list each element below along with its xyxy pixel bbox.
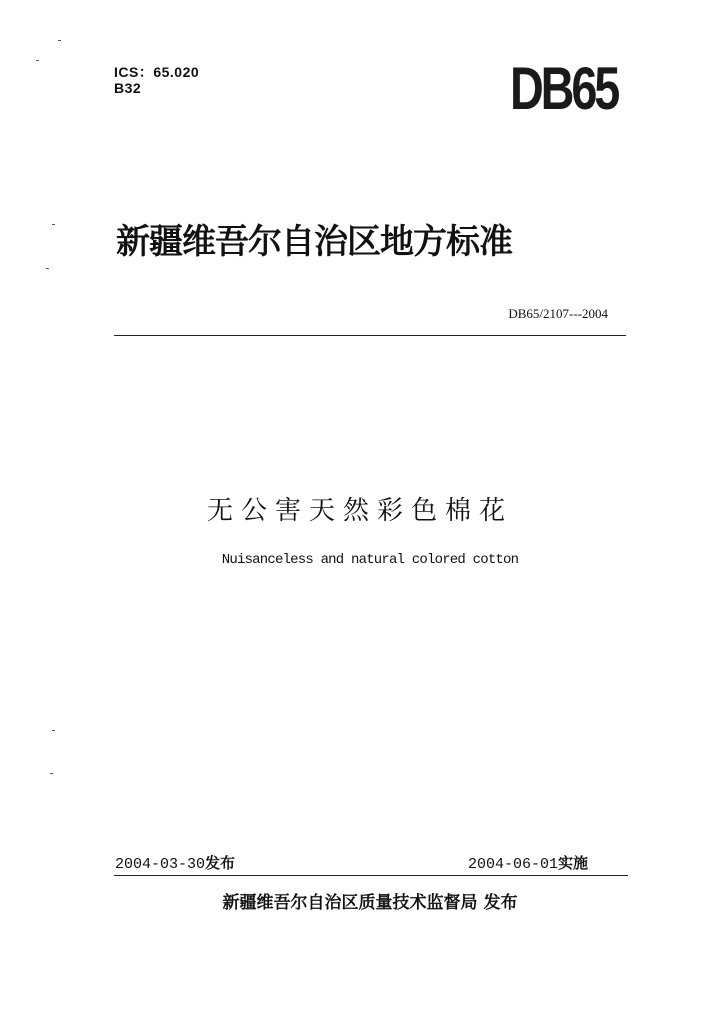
issue-date-block <box>115 852 235 873</box>
effective-date: 2004-06-01 <box>468 856 559 873</box>
issuing-authority: 新疆维吾尔自治区质量技术监督局 发布 <box>222 893 518 913</box>
ics-code-block <box>114 64 199 96</box>
standard-category-title: 新疆维吾尔自治区地方标准 <box>116 222 512 262</box>
scan-speck <box>36 60 39 61</box>
document-subtitle: Nuisanceless and natural colored cotton <box>221 552 519 568</box>
scan-speck <box>50 773 53 774</box>
issue-date: 2004-03-30 <box>115 856 206 873</box>
classification-code: B32 <box>114 80 142 96</box>
bottom-divider <box>114 875 628 876</box>
db65-logo: DB65 <box>510 55 618 122</box>
scan-speck <box>46 268 49 269</box>
issue-label: 发布 <box>205 854 236 872</box>
effective-date-block <box>468 852 588 873</box>
top-divider <box>114 335 626 336</box>
effective-label: 实施 <box>558 854 589 872</box>
standard-number: DB65/2107---2004 <box>508 306 608 321</box>
scan-speck <box>58 40 61 41</box>
scan-speck <box>52 224 55 225</box>
scan-speck <box>52 730 55 731</box>
document-title: 无公害天然彩色棉花 <box>206 496 513 526</box>
ics-code: ICS：65.020 <box>114 64 200 80</box>
